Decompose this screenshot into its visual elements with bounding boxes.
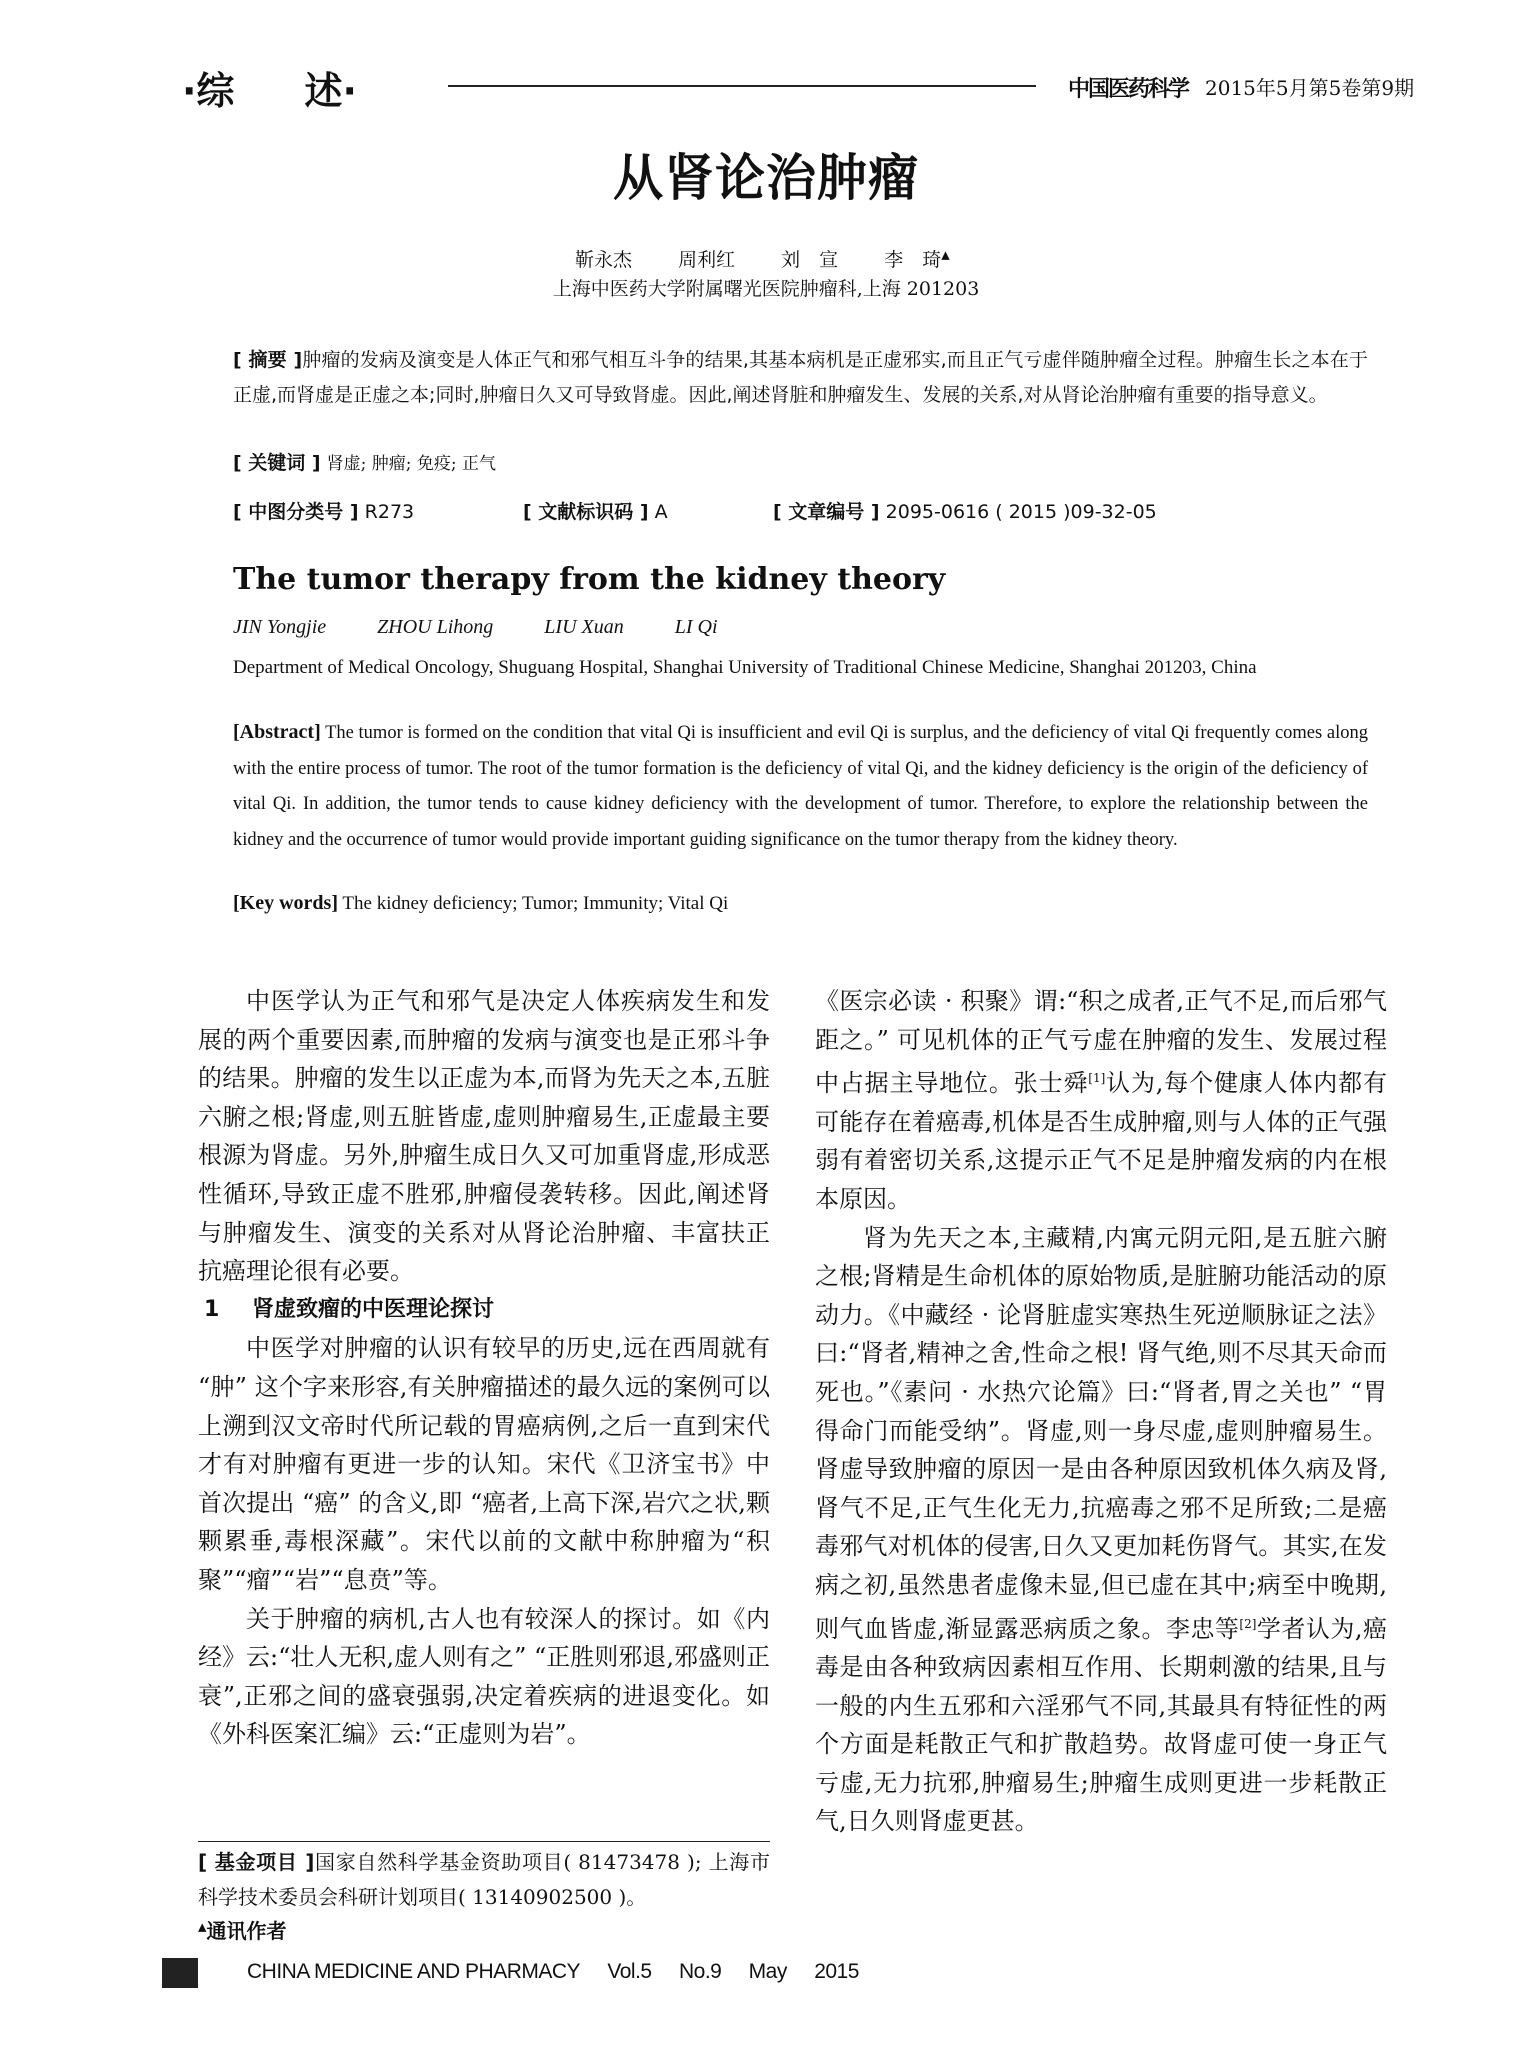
abstract-cn-text: 肿瘤的发病及演变是人体正气和邪气相互斗争的结果,其基本病机是正虚邪实,而且正气亏虚伴随肿瘤全过程。肿瘤生长之本在于正虚,而肾虚是正虚之本;同时,肿瘤日久又可导致肾虚。因此,阐述肾脏和肿瘤发生、发展的关系,对从肾论治肿瘤有重要的指导意义。: [233, 349, 1368, 406]
abstract-en: [233, 715, 1368, 858]
footer-journal-info: [247, 1960, 881, 1984]
keywords-en-text: The kidney deficiency; Tumor; Immunity; Vital Qi: [342, 893, 729, 914]
keywords-cn-text: 肾虚; 肿瘤; 免疫; 正气: [326, 454, 497, 474]
abstract-en-label: [Abstract]: [233, 721, 321, 743]
footer-month: May: [748, 1960, 787, 1983]
author-en: LI Qi: [674, 616, 718, 638]
author-cn: 靳永杰: [575, 249, 633, 271]
authors-en: [233, 616, 764, 639]
body-paragraph: 关于肿瘤的病机,古人也有较深人的探讨。如《内经》云:“壮人无积,虚人则有之” “正胜则邪退,邪盛则正衰”,正邪之间的盛衰强弱,决定着疾病的进退变化。如《外科医案汇编》云:“正虚则为岩”。: [198, 1604, 770, 1749]
author-en: ZHOU Lihong: [377, 616, 494, 638]
header-rule: [448, 85, 1036, 87]
funding-text: 国家自然科学基金资助项目( 81473478 ); 上海市科学技术委员会科研计划项目( 13140902500 )。: [198, 1850, 770, 1909]
author-en: JIN Yongjie: [233, 616, 327, 638]
page-marker-block: [162, 1958, 198, 1988]
affiliation-cn: 上海中医药大学附属曙光医院肿瘤科,上海 201203: [552, 278, 980, 300]
journal-name-cn: 中国医药科学: [1068, 77, 1189, 102]
body-left-column: [198, 982, 770, 1754]
body-paragraph: 肾为先天之本,主藏精,内寓元阴元阳,是五脏六腑之根;肾精是生命机体的原始物质,是脏腑功能活动的原动力。《中藏经 · 论肾脏虚实寒热生死逆顺脉证之法》曰:“肾者,精神之舍,性命之根! 肾气绝,则不尽其天命而死也。”《素问 · 水热穴论篇》曰:“肾者,胃之关也” “胃得命门而能受纳”。肾虚,则一身尽虚,虚则肿瘤易生。肾虚导致肿瘤的原因一是由各种原因致机体久病及肾,肾气不足,正气生化无力,抗癌毒之邪不足所致;二是癌毒邪气对机体的侵害,日久又更加耗伤肾气。其实,在发病之初,虽然患者虚像未显,但已虚在其中;病至中晚期,则气血皆虚,渐显露恶病质之象。李忠等[2]学者认为,癌毒是由各种致病因素相互作用、长期刺激的结果,且与一般的内生五邪和六淫邪气不同,其最具有特征性的两个方面是耗散正气和扩散趋势。故肾虚可使一身正气亏虚,无力抗邪,肿瘤易生;肿瘤生成则更进一步耗散正气,日久则肾虚更甚。: [815, 1223, 1387, 1836]
issue-info: 2015年5月第5卷第9期: [1205, 76, 1415, 100]
author-cn: 周利红: [678, 249, 736, 271]
citation-ref[interactable]: [2]: [1239, 1616, 1257, 1631]
author-en: LIU Xuan: [544, 616, 624, 638]
body-paragraph: 中医学对肿瘤的认识有较早的历史,远在西周就有 “肿” 这个字来形容,有关肿瘤描述的最久远的案例可以上溯到汉文帝时代所记载的胃癌病例,之后一直到宋代才有对肿瘤有更进一步的认知。宋代《卫济宝书》中首次提出 “癌” 的含义,即 “癌者,上高下深,岩穴之状,颗颗累垂,毒根深藏”。宋代以前的文献中称肿瘤为“积聚”“瘤”“岩”“息贲”等。: [198, 1334, 770, 1594]
body-right-column: [815, 982, 1387, 1841]
section-number: 1: [204, 1296, 220, 1322]
body-paragraph: 《医宗必读 · 积聚》谓:“积之成者,正气不足,而后邪气距之。” 可见机体的正气亏虚在肿瘤的发生、发展过程中占据主导地位。张士舜[1]认为,每个健康人体内都有可能存在着癌毒,机体是否生成肿瘤,则与人体的正气强弱有着密切关系,这提示正气不足是肿瘤发病的内在根本原因。: [815, 987, 1387, 1213]
section-tag: [182, 60, 357, 115]
section-title: 肾虚致瘤的中医理论探讨: [252, 1296, 495, 1322]
abstract-cn-label: [ 摘要 ]: [233, 349, 303, 371]
doc-code-field: [ 文献标识码 ] A: [523, 501, 668, 523]
section-heading: [198, 1291, 770, 1330]
footer-volume: Vol.5: [607, 1960, 652, 1983]
corresponding-author-note: ▲通讯作者: [198, 1919, 287, 1943]
footer-journal-name: CHINA MEDICINE AND PHARMACY: [247, 1960, 581, 1983]
corresponding-mark: ▲: [198, 1920, 207, 1934]
corresponding-mark: ▲: [941, 248, 950, 262]
article-number-field: [ 文章编号 ] 2095-0616 ( 2015 )09-32-05: [773, 501, 1157, 523]
body-paragraph: 中医学认为正气和邪气是决定人体疾病发生和发展的两个重要因素,而肿瘤的发病与演变也是正邪斗争的结果。肿瘤的发生以正虚为本,而肾为先天之本,五脏六腑之根;肾虚,则五脏皆虚,虚则肿瘤易生,正虚最主要根源为肾虚。另外,肿瘤生成日久又可加重肾虚,形成恶性循环,导致正虚不胜邪,肿瘤侵袭转移。因此,阐述肾与肿瘤发生、演变的关系对从肾论治肿瘤、丰富扶正抗癌理论很有必要。: [198, 987, 770, 1286]
footer-year: 2015: [814, 1960, 859, 1983]
section-tag-left: ·综: [182, 69, 235, 113]
author-cn: 李 琦▲: [884, 248, 950, 271]
authors-cn: [575, 245, 950, 272]
title-en: The tumor therapy from the kidney theory: [233, 562, 946, 597]
clc-field: [ 中图分类号 ] R273: [233, 501, 415, 523]
footnote-rule: [198, 1841, 770, 1842]
abstract-en-text: The tumor is formed on the condition that vital Qi is insufficient and evil Qi is surplus, and the deficiency of vital Qi frequently comes along with the entire process of tumor. The root of the tumor formation is the deficiency of vital Qi, and the kidney deficiency is the origin of the deficiency of vital Qi. In addition, the tumor tends to cause kidney deficiency with the development of tumor. Therefore, to explore the relationship between the kidney and the occurrence of tumor would provide important guiding significance on the tumor therapy from the kidney theory.: [233, 723, 1368, 850]
keywords-cn: [233, 448, 496, 475]
citation-ref[interactable]: [1]: [1088, 1071, 1106, 1086]
keywords-en-label: [Key words]: [233, 892, 338, 914]
funding-note: [198, 1845, 770, 1915]
funding-label: [ 基金项目 ]: [198, 1850, 315, 1874]
footer-number: No.9: [678, 1960, 722, 1983]
keywords-cn-label: [ 关键词 ]: [233, 452, 321, 474]
affiliation-en: Department of Medical Oncology, Shuguang Hospital, Shanghai University of Traditional Chinese Medicine, Shanghai 201203, China: [233, 657, 1257, 678]
keywords-en: [233, 892, 728, 915]
title-cn: 从肾论治肿瘤: [613, 149, 919, 207]
abstract-cn: [233, 343, 1368, 413]
author-cn: 刘 宣: [781, 249, 839, 271]
section-tag-right: 述·: [304, 69, 357, 113]
